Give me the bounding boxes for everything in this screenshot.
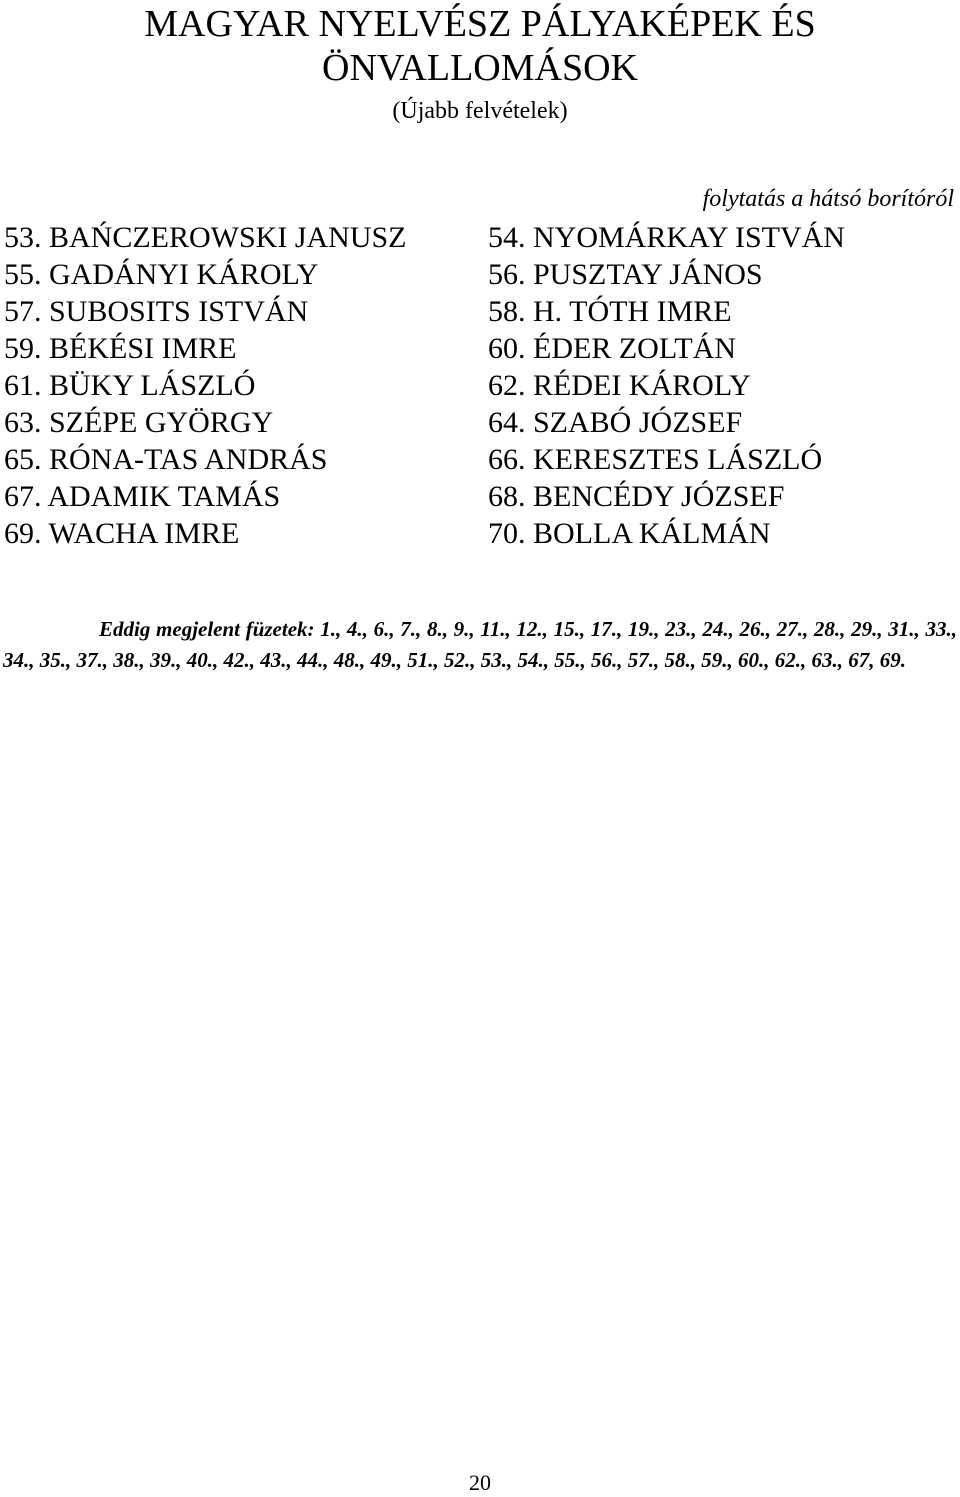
- list-item: 70. BOLLA KÁLMÁN: [488, 517, 771, 550]
- subtitle: (Újabb felvételek): [392, 98, 568, 124]
- published-issues-paragraph: Eddig megjelent füzetek: 1., 4., 6., 7., 8., 9., 11., 12., 15., 17., 19., 23., 24., 26., 27., 28., 29., 31., 33., 34., 35., 37., 38., 39., 40., 42., 43., 44., 48., 49., 51., 52., 53., 54., 55., 56., 57., 58., 59., 60., 62., 63., 67, 69.: [3, 617, 957, 672]
- title-line-2: ÖNVALLOMÁSOK: [322, 47, 638, 89]
- entry-list-right: [488, 219, 845, 552]
- list-item: 61. BÜKY LÁSZLÓ: [4, 369, 256, 402]
- list-item: 53. BAŃCZEROWSKI JANUSZ: [4, 221, 407, 254]
- list-item: 59. BÉKÉSI IMRE: [4, 332, 237, 365]
- page-number: 20: [469, 1470, 491, 1495]
- entry-list-left: [4, 219, 407, 552]
- title-line-1: MAGYAR NYELVÉSZ PÁLYAKÉPEK ÉS: [144, 3, 816, 45]
- list-item: 57. SUBOSITS ISTVÁN: [4, 295, 309, 328]
- list-item: 68. BENCÉDY JÓZSEF: [488, 480, 785, 513]
- list-item: 69. WACHA IMRE: [4, 517, 240, 550]
- list-item: 67. ADAMIK TAMÁS: [4, 480, 281, 513]
- list-item: 56. PUSZTAY JÁNOS: [488, 258, 763, 291]
- list-item: 63. SZÉPE GYÖRGY: [4, 406, 274, 439]
- list-item: 55. GADÁNYI KÁROLY: [4, 258, 319, 291]
- list-item: 58. H. TÓTH IMRE: [488, 295, 732, 328]
- list-item: 65. RÓNA-TAS ANDRÁS: [4, 443, 328, 476]
- list-item: 60. ÉDER ZOLTÁN: [488, 332, 737, 365]
- list-item: 62. RÉDEI KÁROLY: [488, 369, 751, 402]
- list-item: 66. KERESZTES LÁSZLÓ: [488, 443, 823, 476]
- continuation-note: folytatás a hátsó borítóról: [702, 186, 954, 212]
- list-item: 64. SZABÓ JÓZSEF: [488, 406, 743, 439]
- list-item: 54. NYOMÁRKAY ISTVÁN: [488, 221, 845, 254]
